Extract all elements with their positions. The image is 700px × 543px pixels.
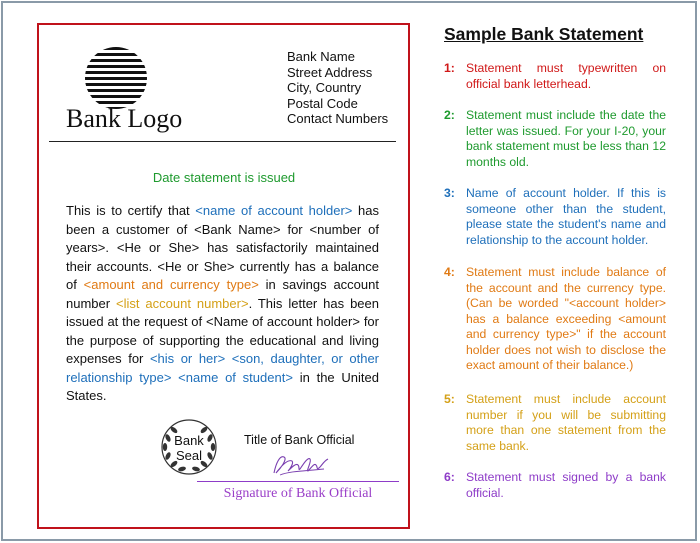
logo-text: Bank Logo: [66, 104, 183, 133]
note-1-number: 1:: [444, 61, 455, 75]
note-6-number: 6:: [444, 470, 455, 484]
signature-line: [197, 481, 399, 482]
note-1: [444, 61, 666, 92]
letterhead-divider: [49, 141, 396, 142]
note-6: [444, 470, 666, 501]
relationship-placeholder: <his or her> <son, daughter, or other relationship type> <name of student>: [66, 351, 379, 385]
body-text-3: in savings account number: [66, 277, 379, 311]
body-text-4: . This letter has been issued at the request of <Name of account holder> for the purpose of supporting the educational and living expenses for: [66, 295, 379, 366]
seal-line-1: Bank: [174, 433, 204, 448]
date-line: Date statement is issued: [152, 170, 296, 185]
note-4-text: Statement must include balance of the account and the currency type. (Can be worded "<account holder> has a balance exceeding <amount and currency type>" if the account holder does not wish to disclose the exact amount of their balance.): [466, 265, 666, 372]
note-6-text: Statement must signed by a bank official.: [466, 470, 666, 500]
seal-line-2: Seal: [175, 448, 203, 463]
street-address: Street Address: [287, 64, 373, 80]
handwritten-signature-icon: [270, 449, 332, 479]
body-text-1: This is to certify that: [66, 203, 196, 218]
contact-numbers: Contact Numbers: [287, 111, 389, 126]
seal-label: [160, 433, 218, 463]
account-number-placeholder: <list account number>: [116, 295, 249, 311]
official-title: Title of Bank Official: [244, 433, 355, 447]
sidebar-title: Sample Bank Statement: [444, 24, 644, 44]
note-3-text: Name of account holder. If this is someone other than the student, please state the student's name and relationship to the account holder.: [466, 186, 666, 247]
account-holder-placeholder: <name of account holder>: [195, 203, 353, 218]
note-2-number: 2:: [444, 108, 455, 122]
amount-placeholder: <amount and currency type>: [83, 277, 259, 292]
note-4-number: 4:: [444, 265, 455, 279]
city-country: City, Country: [287, 80, 362, 95]
letter-body: [66, 202, 379, 406]
note-2-text: Statement must include the date the letter was issued. For your I-20, your bank statement must be less than 12 months old.: [466, 108, 666, 169]
note-3: [444, 186, 666, 248]
body-text-2: has been a customer of <Bank Name> for <number of years>. <He or She> has satisfactorily maintained their accounts. <He or She> currently has a balance of: [66, 203, 379, 292]
note-3-number: 3:: [444, 186, 455, 200]
note-5: [444, 392, 666, 454]
bank-address-block: [287, 49, 388, 127]
note-5-number: 5:: [444, 392, 455, 406]
postal-code: Postal Code: [287, 95, 358, 111]
body-text-5: in the United States.: [66, 369, 379, 403]
note-1-text: Statement must typewritten on official bank letterhead.: [466, 61, 666, 91]
bank-name: Bank Name: [287, 49, 355, 64]
bank-logo-icon: [84, 46, 148, 110]
note-4: [444, 265, 666, 374]
signature-label: Signature of Bank Official: [223, 486, 373, 501]
note-2: [444, 108, 666, 170]
note-5-text: Statement must include account number if you will be submitting more than one statement from the same bank.: [466, 392, 666, 453]
